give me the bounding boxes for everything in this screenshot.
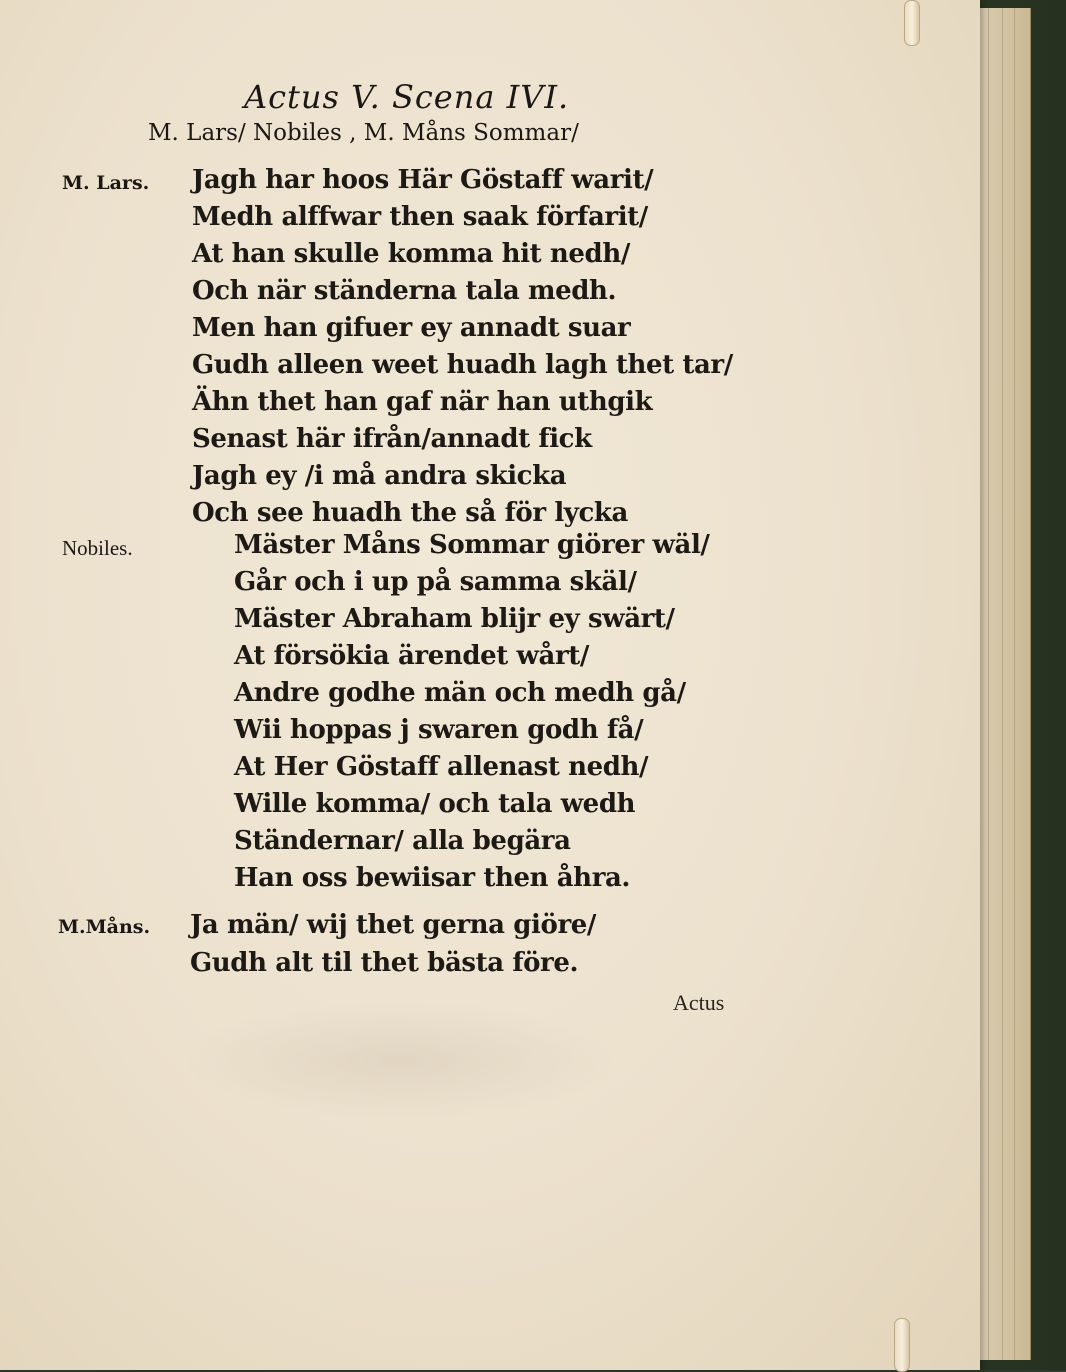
speech-block xyxy=(234,527,710,897)
verse-line: Men han gifuer ey annadt suar xyxy=(192,313,631,343)
verse-line: Jagh ey /i må andra skicka xyxy=(192,461,567,491)
verse-line: Gudh alt til thet bästa före. xyxy=(190,948,579,978)
verse-line: Ähn thet han gaf när han uthgik xyxy=(192,387,653,417)
verse-line: Wii hoppas j swaren godh få/ xyxy=(234,715,644,745)
verse-line: Går och i up på samma skäl/ xyxy=(234,567,637,597)
page-holder-peg xyxy=(904,0,920,46)
verse-line: Ja män/ wij thet gerna giöre/ xyxy=(190,910,596,940)
verse-line: Mäster Abraham blijr ey swärt/ xyxy=(234,604,675,634)
verse-line: Ständernar/ alla begära xyxy=(234,826,571,856)
speaker-label: Nobiles. xyxy=(62,536,133,560)
verse-line: Medh alffwar then saak förfarit/ xyxy=(192,202,648,232)
ink-bleed-through xyxy=(180,1000,620,1120)
speech-block xyxy=(192,162,733,532)
cast-list: M. Lars/ Nobiles , M. Måns Sommar/ xyxy=(148,120,579,146)
verse-line: Andre godhe män och medh gå/ xyxy=(234,678,686,708)
speaker-label: M. Lars. xyxy=(62,172,150,194)
speech-block xyxy=(190,906,596,982)
catchword: Actus xyxy=(673,990,725,1015)
verse-line: At försökia ärendet wårt/ xyxy=(234,641,589,671)
verse-line: Jagh har hoos Här Göstaff warit/ xyxy=(192,165,654,195)
verse-line: Gudh alleen weet huadh lagh thet tar/ xyxy=(192,350,733,380)
verse-line: Wille komma/ och tala wedh xyxy=(234,789,636,819)
scene-heading: Actus V. Scena IVI. xyxy=(244,78,570,116)
page-holder-peg xyxy=(894,1318,910,1372)
verse-line: Mäster Måns Sommar giörer wäl/ xyxy=(234,530,710,560)
verse-line: At han skulle komma hit nedh/ xyxy=(192,239,630,269)
verse-line: Han oss bewiisar then åhra. xyxy=(234,863,631,893)
verse-line: At Her Göstaff allenast nedh/ xyxy=(234,752,649,782)
verse-line: Och när ständerna tala medh. xyxy=(192,276,617,306)
verse-line: Och see huadh the så för lycka xyxy=(192,498,628,528)
verse-line: Senast här ifrån/annadt fick xyxy=(192,424,592,454)
speaker-label: M.Måns. xyxy=(58,916,151,938)
